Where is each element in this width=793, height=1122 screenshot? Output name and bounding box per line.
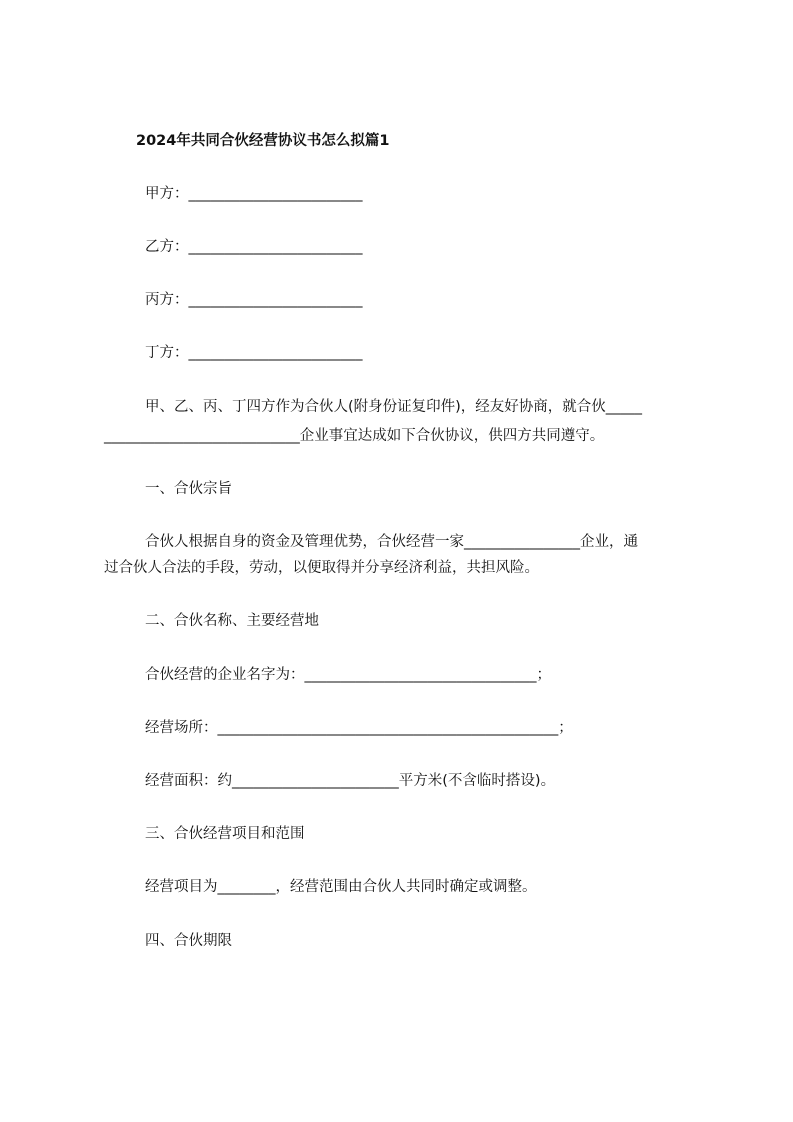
party-jia-line xyxy=(145,184,363,204)
section-1-line-2: 过合伙人合法的手段，劳动，以便取得并分享经济利益，共担风险。 xyxy=(104,560,539,576)
party-ding-line xyxy=(145,343,363,363)
business-area-line: 经营面积：约_______________________平方米(不含临时搭设)。 xyxy=(145,773,556,789)
party-bing-blank: ________________________ xyxy=(188,292,363,308)
party-bing-line xyxy=(145,290,363,310)
business-name-line: 合伙经营的企业名字为：________________________________； xyxy=(145,667,551,683)
party-bing-label: 丙方： xyxy=(145,292,189,308)
business-place-line: 经营场所：_______________________________________________； xyxy=(145,720,573,736)
party-ding-blank: ________________________ xyxy=(188,345,363,361)
party-yi-blank: ________________________ xyxy=(188,239,363,255)
party-jia-blank: ________________________ xyxy=(188,186,363,202)
intro-line-1: 甲、乙、丙、丁四方作为合伙人(附身份证复印件)，经友好协商，就合伙_____ xyxy=(145,399,643,415)
section-1-line-1: 合伙人根据自身的资金及管理优势，合伙经营一家________________企业，通 xyxy=(145,534,638,550)
party-yi-line xyxy=(145,237,363,257)
intro-line-2: ___________________________企业事宜达成如下合伙协议，供四方共同遵守。 xyxy=(104,428,605,444)
section-1-heading: 一、合伙宗旨 xyxy=(145,481,232,497)
section-3-heading: 三、合伙经营项目和范围 xyxy=(145,826,305,842)
business-scope-line: 经营项目为________，经营范围由合伙人共同时确定或调整。 xyxy=(145,879,537,895)
party-jia-label: 甲方： xyxy=(145,186,189,202)
section-2-heading: 二、合伙名称、主要经营地 xyxy=(145,613,319,629)
party-ding-label: 丁方： xyxy=(145,345,189,361)
party-yi-label: 乙方： xyxy=(145,239,189,255)
section-4-heading: 四、合伙期限 xyxy=(145,933,232,949)
document-title: 2024年共同合伙经营协议书怎么拟篇1 xyxy=(136,133,390,149)
